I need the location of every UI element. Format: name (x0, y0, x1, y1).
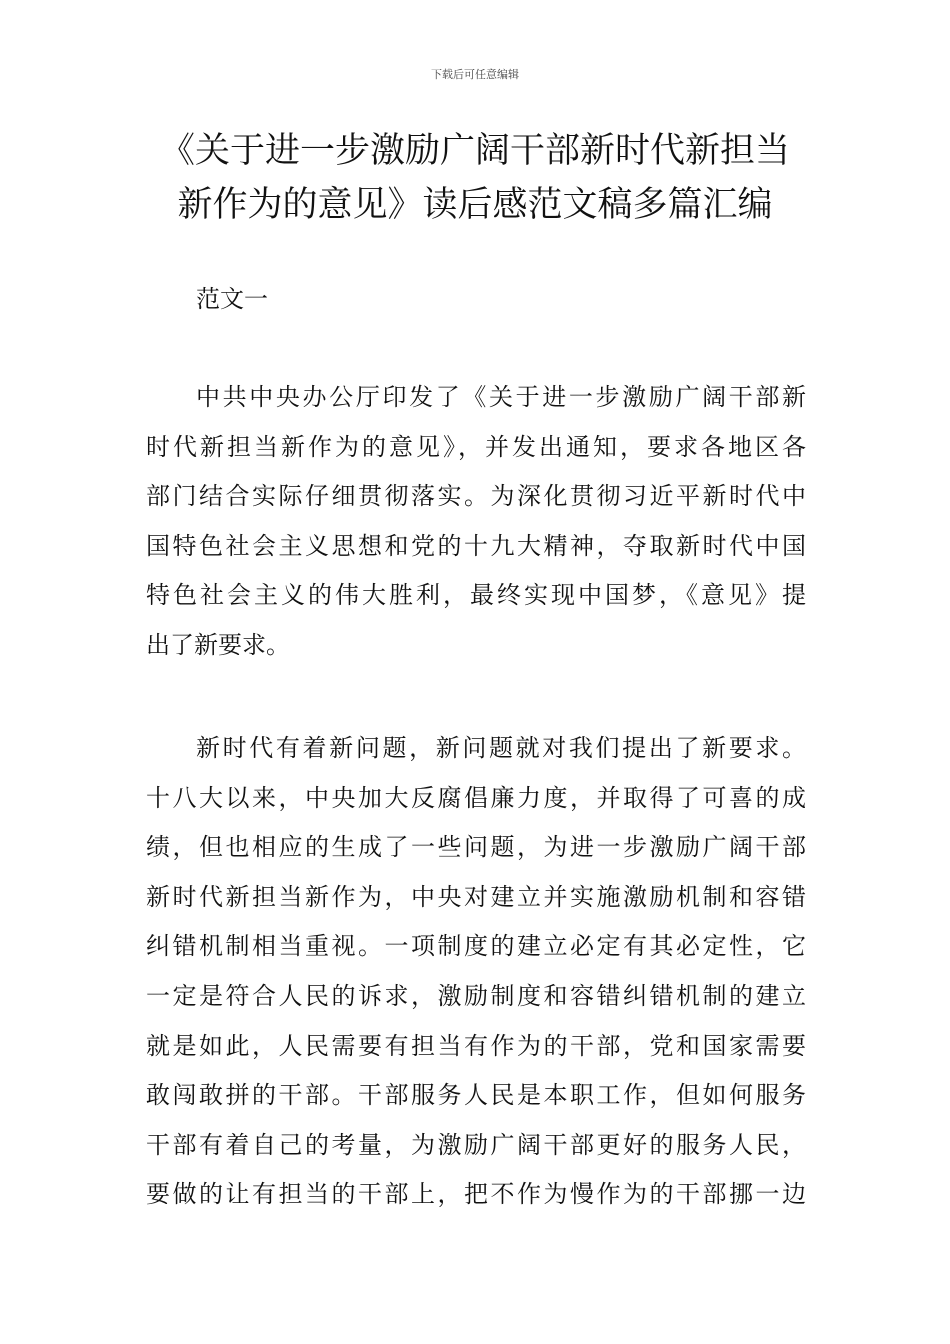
section-label: 范文一 (196, 285, 268, 313)
document-title (120, 124, 830, 232)
paragraph-line: 国特色社会主义思想和党的十九大精神，夺取新时代中国 (146, 531, 806, 560)
paragraph-line: 出了新要求。 (146, 630, 290, 659)
paragraph-line: 敢闯敢拼的干部。干部服务人民是本职工作，但如何服务 (146, 1081, 806, 1110)
paragraph-line: 特色社会主义的伟大胜利，最终实现中国梦，《意见》提 (146, 581, 806, 610)
paragraph-line: 时代新担当新作为的意见》，并发出通知，要求各地区各 (146, 432, 806, 461)
paragraph-2 (146, 724, 806, 1220)
title-line-2: 新作为的意见》读后感范文稿多篇汇编 (177, 185, 773, 225)
paragraph-line: 部门结合实际仔细贯彻落实。为深化贯彻习近平新时代中 (146, 482, 806, 511)
title-line-1: 《关于进一步激励广阔干部新时代新担当 (159, 131, 790, 171)
header-note: 下载后可任意编辑 (431, 68, 519, 81)
paragraph-line: 新时代新担当新作为，中央对建立并实施激励机制和容错 (146, 882, 806, 911)
paragraph-line: 要做的让有担当的干部上，把不作为慢作为的干部挪一边 (146, 1180, 806, 1209)
paragraph-1 (146, 373, 806, 671)
paragraph-line: 新时代有着新问题，新问题就对我们提出了新要求。 (196, 734, 806, 762)
paragraph-line: 就是如此，人民需要有担当有作为的干部，党和国家需要 (146, 1031, 806, 1060)
paragraph-line: 一定是符合人民的诉求，激励制度和容错纠错机制的建立 (146, 981, 806, 1010)
paragraph-line: 干部有着自己的考量，为激励广阔干部更好的服务人民， (146, 1130, 806, 1159)
paragraph-line: 绩，但也相应的生成了一些问题，为进一步激励广阔干部 (146, 833, 806, 862)
paragraph-line: 纠错机制相当重视。一项制度的建立必定有其必定性，它 (146, 932, 806, 961)
paragraph-line: 十八大以来，中央加大反腐倡廉力度，并取得了可喜的成 (146, 783, 806, 812)
paragraph-line: 中共中央办公厅印发了《关于进一步激励广阔干部新 (196, 383, 806, 411)
